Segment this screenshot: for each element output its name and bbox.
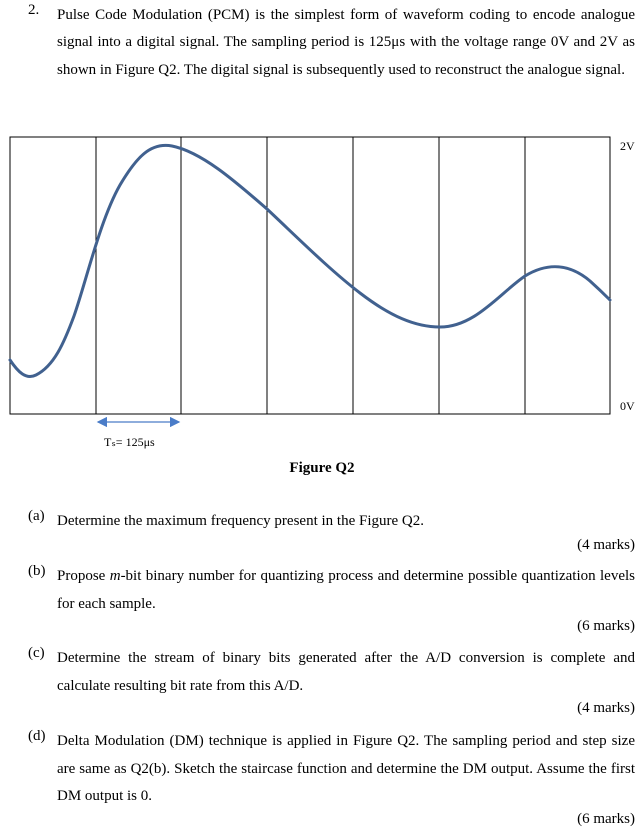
part-a-text: Determine the maximum frequency present in the Figure Q2. <box>57 513 424 529</box>
question-text: Pulse Code Modulation (PCM) is the simplest form of waveform coding to encode analogue signal into a digital signal. The sampling period is 125μs with the voltage range 0V and 2V as shown in Figure Q2. The digital signal is subsequently used to reconstruct the analogue signal. <box>57 7 635 78</box>
part-c-marks: (4 marks) <box>577 700 635 716</box>
figure-caption: Figure Q2 <box>289 460 355 476</box>
question-number: 2. <box>28 2 40 18</box>
part-d-text: Delta Modulation (DM) technique is applied in Figure Q2. The sampling period and step size are same as Q2(b). Sketch the staircase function and determine the DM output. Assume the first DM output is 0. <box>57 733 635 805</box>
part-a-label: (a) <box>28 508 45 524</box>
sampling-period-label: Tₛ= 125μs <box>104 435 155 449</box>
part-b-label: (b) <box>28 563 46 579</box>
analogue-signal-curve <box>10 145 610 376</box>
part-b-text-prefix: Propose <box>57 568 110 584</box>
part-b-text-suffix: -bit binary number for quantizing process and determine possible quantization levels for each sample. <box>57 568 635 612</box>
part-b-marks: (6 marks) <box>577 618 635 634</box>
plot-frame <box>10 137 610 414</box>
part-d-label: (d) <box>28 728 46 744</box>
part-c-label: (c) <box>28 645 45 661</box>
part-b-text-em: m <box>109 568 121 584</box>
part-d-marks: (6 marks) <box>577 811 635 827</box>
part-c-text: Determine the stream of binary bits generated after the A/D conversion is complete and calculate resulting bit rate from this A/D. <box>57 650 635 694</box>
label-0v: 0V <box>620 399 635 413</box>
part-b-text <box>57 563 635 618</box>
label-2v: 2V <box>620 139 635 153</box>
part-a-marks: (4 marks) <box>577 537 635 553</box>
